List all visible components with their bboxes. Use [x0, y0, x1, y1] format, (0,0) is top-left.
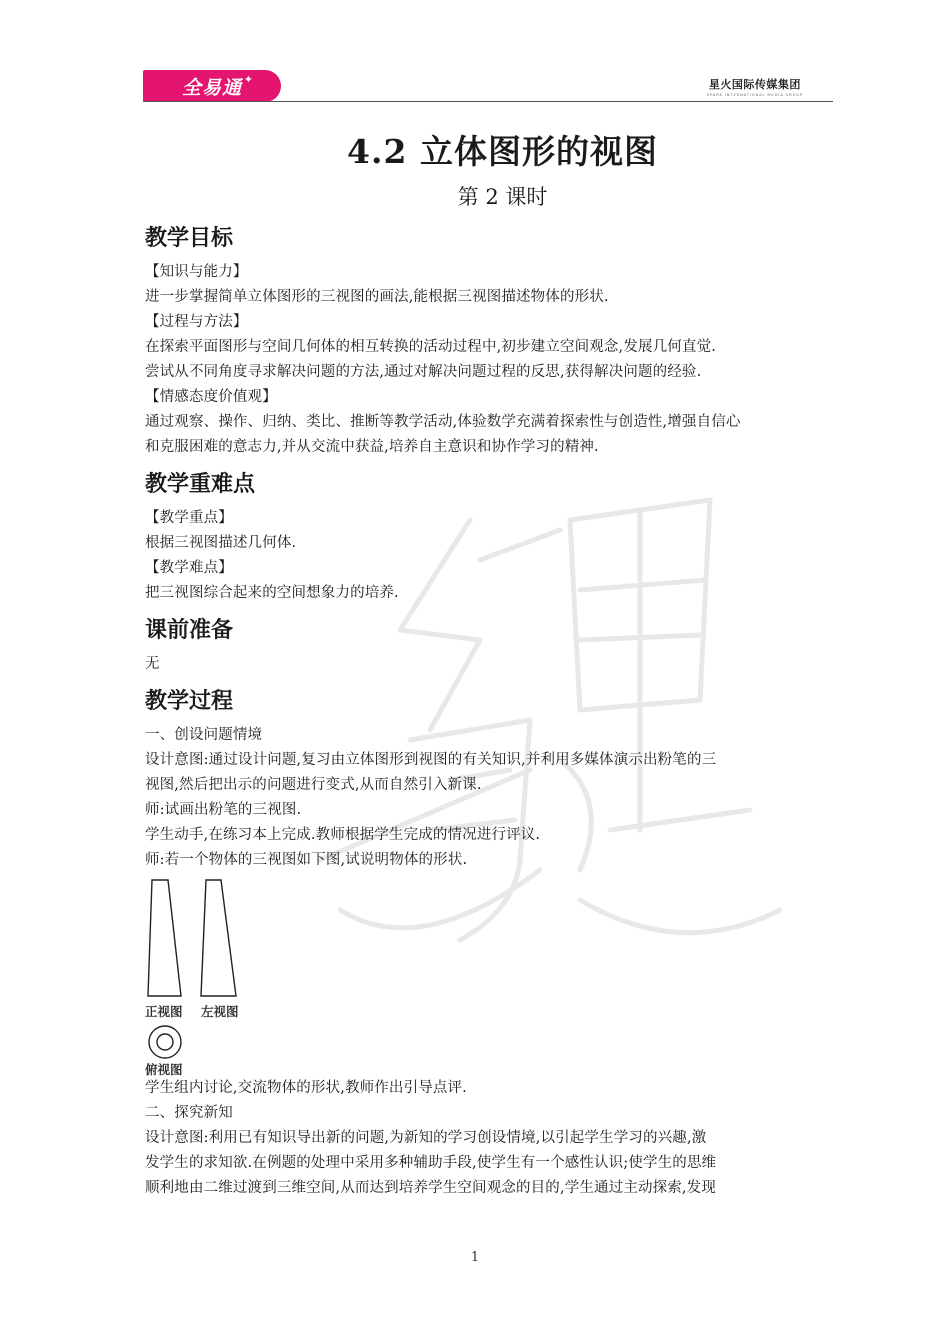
emotion-text-2: 和克服困难的意志力,并从交流中获益,培养自主意识和协作学习的精神. [145, 439, 599, 455]
focus-label: 【教学重点】 [145, 510, 233, 526]
three-view-drawing [145, 878, 275, 1076]
step2-title: 二、探究新知 [145, 1105, 233, 1121]
front-view-trapezoid [148, 880, 181, 996]
student-line-2: 学生组内讨论,交流物体的形状,教师作出引导点评. [145, 1080, 467, 1096]
process-text-2: 尝试从不同角度寻求解决问题的方法,通过对解决问题过程的反思,获得解决问题的经验. [145, 364, 702, 380]
document-title: 4.2 立体图形的视图 [347, 132, 658, 171]
publisher-name-en: SPARK INTERNATIONAL MEDIA GROUP [706, 93, 803, 97]
teacher-line-1: 师:试画出粉笔的三视图. [145, 802, 302, 818]
step1-design-2: 视图,然后把出示的问题进行变式,从而自然引入新课. [145, 777, 482, 793]
student-line-1: 学生动手,在练习本上完成.教师根据学生完成的情况进行评议. [145, 827, 541, 843]
difficulty-text: 把三视图综合起来的空间想象力的培养. [145, 585, 399, 601]
top-view-label: 俯视图 [145, 1062, 183, 1077]
section-heading-preparation: 课前准备 [145, 618, 234, 643]
step1-design-1: 设计意图:通过设计问题,复习由立体图形到视图的有关知识,并利用多媒体演示出粉笔的三 [145, 752, 717, 768]
knowledge-label: 【知识与能力】 [145, 264, 248, 280]
brand-logo [143, 70, 281, 102]
step2-design-1: 设计意图:利用已有知识导出新的问题,为新知的学习创设情境,以引起学生学习的兴趣,激 [145, 1130, 707, 1146]
left-view-trapezoid [201, 880, 236, 996]
section-heading-key-points: 教学重难点 [145, 472, 256, 497]
teacher-line-2: 师:若一个物体的三视图如下图,试说明物体的形状. [145, 852, 468, 868]
lesson-subtitle: 第 2 课时 [457, 185, 548, 209]
step2-design-3: 顺利地由二维过渡到三维空间,从而达到培养学生空间观念的目的,学生通过主动探索,发现 [145, 1180, 716, 1196]
front-view-label: 正视图 [145, 1004, 183, 1019]
three-view-figure [145, 878, 275, 1076]
page-header [143, 66, 833, 102]
top-view-inner-circle [157, 1034, 173, 1050]
process-text-1: 在探索平面图形与空间几何体的相互转换的活动过程中,初步建立空间观念,发展几何直觉. [145, 339, 716, 355]
section-heading-process: 教学过程 [145, 689, 234, 714]
header-divider [143, 101, 833, 102]
emotion-label: 【情感态度价值观】 [145, 389, 277, 405]
document-body [145, 128, 810, 1201]
emotion-text-1: 通过观察、操作、归纳、类比、推断等教学活动,体验数学充满着探索性与创造性,增强自信心 [145, 414, 741, 430]
step2-design-2: 发学生的求知欲.在例题的处理中采用多种辅助手段,使学生有一个感性认识;使学生的思维 [145, 1155, 717, 1171]
top-view-outer-circle [149, 1026, 181, 1058]
publisher-name: 星火国际传媒集团 [708, 78, 801, 91]
page-number: 1 [470, 1250, 480, 1265]
logo-text: 全易通 [181, 76, 242, 99]
process-label: 【过程与方法】 [145, 314, 248, 330]
left-view-label: 左视图 [201, 1004, 239, 1019]
knowledge-text: 进一步掌握简单立体图形的三视图的画法,能根据三视图描述物体的形状. [145, 289, 609, 305]
focus-text: 根据三视图描述几何体. [145, 535, 297, 551]
publisher-brand [707, 76, 803, 97]
difficulty-label: 【教学难点】 [145, 560, 233, 576]
section-heading-goals: 教学目标 [145, 226, 234, 251]
sparkle-icon: ✦ [243, 73, 253, 86]
step1-title: 一、创设问题情境 [145, 727, 263, 743]
preparation-text: 无 [145, 656, 160, 672]
